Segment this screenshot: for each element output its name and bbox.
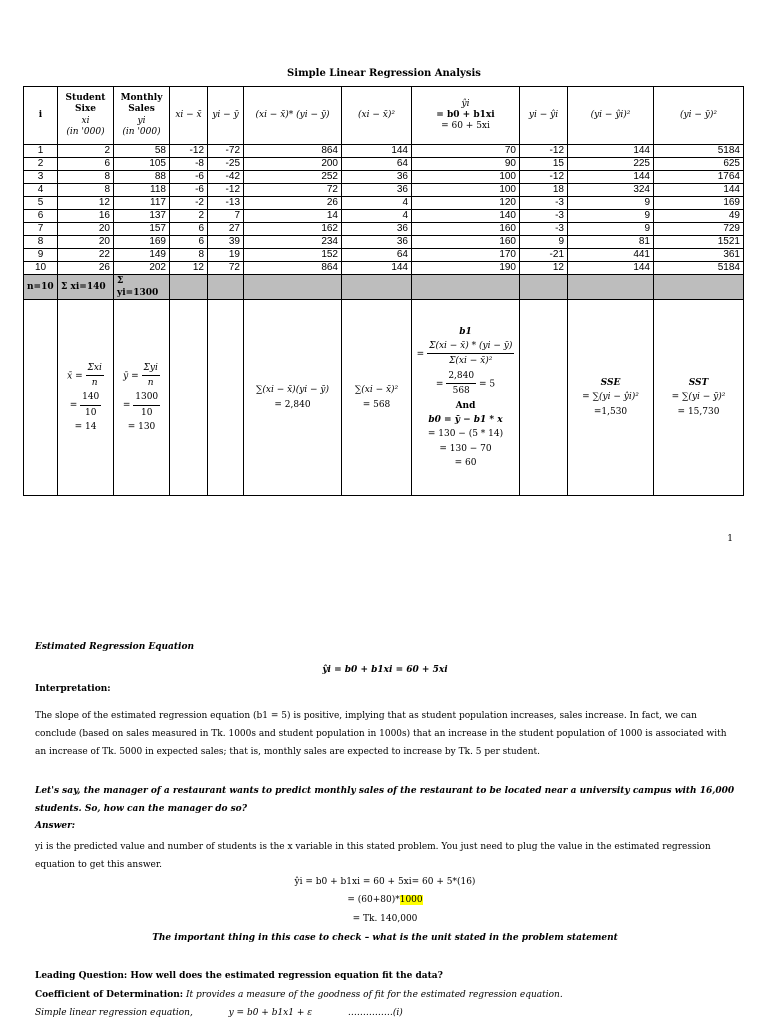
table-cell: 729 (654, 223, 744, 236)
table-cell: 6 (58, 158, 114, 171)
table-cell: 81 (568, 236, 654, 249)
calc-line-3: = Tk. 140,000 (352, 914, 418, 924)
sum-n: n=10 (24, 275, 58, 300)
table-cell: 1 (24, 145, 58, 158)
table-cell: 4 (342, 197, 412, 210)
table-cell: 105 (114, 158, 170, 171)
header-student (58, 87, 114, 145)
header-sales-unit: (in '000) (122, 126, 161, 137)
table-cell: 36 (342, 171, 412, 184)
table-cell: -3 (520, 197, 568, 210)
table-cell: 15 (520, 158, 568, 171)
table-cell: 20 (58, 236, 114, 249)
table-cell: 26 (58, 262, 114, 275)
table-row (24, 262, 744, 275)
header-row (24, 87, 744, 145)
table-cell: 9 (520, 236, 568, 249)
table-cell: 88 (114, 171, 170, 184)
header-student-var: xi (81, 115, 90, 126)
table-cell: 49 (654, 210, 744, 223)
table-cell: 70 (412, 145, 520, 158)
table-cell: 4 (342, 210, 412, 223)
table-cell: 18 (520, 184, 568, 197)
table-cell: 441 (568, 249, 654, 262)
table-cell: 100 (412, 171, 520, 184)
table-cell: -13 (208, 197, 244, 210)
table-row (24, 223, 744, 236)
important-note: The important thing in this case to check – what is the unit stated in the problem statement (152, 933, 618, 943)
table-cell: 5 (24, 197, 58, 210)
table-cell: -6 (170, 184, 208, 197)
table-cell: 20 (58, 223, 114, 236)
header-ydev: yi − ȳ (208, 87, 244, 145)
table-cell: 16 (58, 210, 114, 223)
table-cell: -12 (520, 171, 568, 184)
table-cell: 144 (568, 171, 654, 184)
table-cell: 200 (244, 158, 342, 171)
table-cell: 4 (24, 184, 58, 197)
table-cell: 6 (170, 223, 208, 236)
table-cell: 58 (114, 145, 170, 158)
table-cell: 144 (342, 262, 412, 275)
table-cell: 169 (114, 236, 170, 249)
sum-row (24, 275, 744, 300)
table-cell: -3 (520, 210, 568, 223)
table-cell: 12 (170, 262, 208, 275)
cod-line: Coefficient of Determination: It provides a measure of the goodness of fit for the estimated regression equation. (35, 990, 563, 1000)
page-number: 1 (727, 534, 733, 544)
table-cell: 170 (412, 249, 520, 262)
table-cell: 39 (208, 236, 244, 249)
header-student-unit: (in '000) (66, 126, 105, 137)
table-cell: 324 (568, 184, 654, 197)
header-student-label: Student Sixe (65, 93, 106, 115)
table-cell: 36 (342, 236, 412, 249)
table-cell: 2 (58, 145, 114, 158)
table-cell: 8 (58, 171, 114, 184)
table-cell: 149 (114, 249, 170, 262)
interp-text: The slope of the estimated regression equation (b1 = 5) is positive, implying that as student population increases, sales increase. In fact, we can conclude (based on sales measured in Tk. 1000s and student population in 1000s) that an increase in the student population of 1000 is associated with an increase of Tk. 5000 in expected sales; that is, monthly sales are expected to increase by Tk. 5 per student. (35, 711, 727, 757)
header-xdev: xi − x̄ (170, 87, 208, 145)
table-cell: 117 (114, 197, 170, 210)
table-cell: 190 (412, 262, 520, 275)
table-cell: 22 (58, 249, 114, 262)
table-cell: 100 (412, 184, 520, 197)
leading-question: Leading Question: How well does the estimated regression equation fit the data? (35, 971, 443, 981)
table-cell: 140 (412, 210, 520, 223)
table-row (24, 197, 744, 210)
table-cell: 7 (24, 223, 58, 236)
table-cell: -42 (208, 171, 244, 184)
table-cell: 9 (568, 210, 654, 223)
table-cell: 144 (654, 184, 744, 197)
calc-line-1: ŷi = b0 + b1xi = 60 + 5xi= 60 + 5*(16) (294, 877, 476, 887)
calc-line-2: = (60+80)*1000 (347, 895, 423, 905)
table-cell: -3 (520, 223, 568, 236)
table-cell: -21 (520, 249, 568, 262)
answer-text: yi is the predicted value and number of students is the x variable in this stated problem. You just need to plug the value in the estimated regression equation to get this answer. (35, 842, 711, 870)
table-cell: 2 (170, 210, 208, 223)
table-cell: 160 (412, 236, 520, 249)
table-row (24, 158, 744, 171)
table-cell: 625 (654, 158, 744, 171)
sst-formula: SST = ∑(yi − ȳ)² = 15,730 (654, 300, 744, 496)
table-cell: 90 (412, 158, 520, 171)
table-cell: 6 (24, 210, 58, 223)
table-row (24, 145, 744, 158)
table-cell: 169 (654, 197, 744, 210)
interp-heading: Interpretation: (35, 684, 111, 694)
table-row (24, 184, 744, 197)
table-cell: 72 (244, 184, 342, 197)
sum-prod-formula: ∑(xi − x̄)(yi − ȳ) = 2,840 (244, 300, 342, 496)
table-cell: 2 (24, 158, 58, 171)
table-cell: 64 (342, 249, 412, 262)
table-cell: 27 (208, 223, 244, 236)
slr-line: Simple linear regression equation, y = b0 + b1x1 + ε ……………(i) (35, 1008, 403, 1018)
table-cell: 14 (244, 210, 342, 223)
table-row (24, 249, 744, 262)
table-cell: 9 (24, 249, 58, 262)
sum-x: Σ xi=140 (58, 275, 114, 300)
header-ydev-sq: (yi − ȳ)² (654, 87, 744, 145)
header-resid: yi − ŷi (520, 87, 568, 145)
sum-xsq-formula: ∑(xi − x̄)² = 568 (342, 300, 412, 496)
table-cell: 12 (58, 197, 114, 210)
table-cell: 9 (568, 197, 654, 210)
table-cell: -12 (170, 145, 208, 158)
b1-b0-formula: b1 = $\frac{\Sigma(xi - x̄) * (yi - ȳ)}{\text{Σ(xi − x̄)²}}$ = $\frac{2,840}{568}$ = 5 And b0 = ȳ − b1 * x = 130 − (5 * 14) = 130 − 70 = 60 (412, 300, 520, 496)
table-cell: -6 (170, 171, 208, 184)
table-cell: 1521 (654, 236, 744, 249)
table-cell: -8 (170, 158, 208, 171)
xbar-formula: x̄ = $\frac{\text{Σxi}}{n}$ = $\frac{140}{10}$ = 14 (58, 300, 114, 496)
table-cell: 361 (654, 249, 744, 262)
table-cell: 12 (520, 262, 568, 275)
table-cell: 7 (208, 210, 244, 223)
table-cell: 5184 (654, 262, 744, 275)
table-cell: 152 (244, 249, 342, 262)
table-row (24, 236, 744, 249)
answer-label: Answer: (35, 821, 76, 831)
header-i: i (24, 87, 58, 145)
table-cell: 252 (244, 171, 342, 184)
table-cell: 157 (114, 223, 170, 236)
header-sales-var: yi (137, 115, 146, 126)
table-cell: 160 (412, 223, 520, 236)
header-yhat-2: = b0 + b1xi (436, 109, 495, 120)
table-cell: 144 (568, 145, 654, 158)
table-cell: -2 (170, 197, 208, 210)
table-cell: 19 (208, 249, 244, 262)
table-row (24, 171, 744, 184)
ybar-formula: ȳ = $\frac{\text{Σyi}}{n}$ = $\frac{1300}{10}$ = 130 (114, 300, 170, 496)
table-cell: 162 (244, 223, 342, 236)
sse-formula: SSE = ∑(yi − ŷi)² =1,530 (568, 300, 654, 496)
table-cell: -25 (208, 158, 244, 171)
table-cell: 864 (244, 262, 342, 275)
table-cell: 202 (114, 262, 170, 275)
table-cell: 120 (412, 197, 520, 210)
table-cell: 144 (342, 145, 412, 158)
question: Let's say, the manager of a restaurant wants to predict monthly sales of the restaurant to be located near a university campus with 16,000 students. So, how can the manager do so? (35, 786, 735, 814)
header-yhat-3: = 60 + 5xi (441, 121, 490, 132)
table-cell: 118 (114, 184, 170, 197)
table-cell: 3 (24, 171, 58, 184)
formula-row (24, 300, 744, 496)
table-cell: 64 (342, 158, 412, 171)
table-cell: 8 (24, 236, 58, 249)
table-cell: 8 (170, 249, 208, 262)
regression-table (23, 86, 744, 496)
header-resid-sq: (yi − ŷi)² (568, 87, 654, 145)
table-cell: 1764 (654, 171, 744, 184)
table-cell: 36 (342, 223, 412, 236)
page-title: Simple Linear Regression Analysis (287, 68, 481, 79)
table-row (24, 210, 744, 223)
header-yhat (412, 87, 520, 145)
table-cell: 26 (244, 197, 342, 210)
table-cell: 144 (568, 262, 654, 275)
table-cell: 8 (58, 184, 114, 197)
header-xsq: (xi − x̄)² (342, 87, 412, 145)
table-cell: 36 (342, 184, 412, 197)
est-heading: Estimated Regression Equation (35, 642, 195, 652)
table-cell: -12 (520, 145, 568, 158)
table-cell: 225 (568, 158, 654, 171)
table-cell: 10 (24, 262, 58, 275)
table-cell: 72 (208, 262, 244, 275)
header-sales-label: Monthly Sales (120, 93, 163, 115)
sum-y: Σ yi=1300 (114, 275, 170, 300)
header-prod: (xi − x̄)* (yi − ȳ) (244, 87, 342, 145)
header-sales (114, 87, 170, 145)
table-cell: 6 (170, 236, 208, 249)
highlight-1000: 1000 (399, 895, 423, 905)
table-cell: 9 (568, 223, 654, 236)
table-cell: 234 (244, 236, 342, 249)
est-equation: ŷi = b0 + b1xi = 60 + 5xi (322, 665, 448, 675)
table-cell: -72 (208, 145, 244, 158)
table-cell: 5184 (654, 145, 744, 158)
table-cell: -12 (208, 184, 244, 197)
header-yhat-1: ŷi (461, 98, 470, 109)
table-cell: 864 (244, 145, 342, 158)
table-cell: 137 (114, 210, 170, 223)
